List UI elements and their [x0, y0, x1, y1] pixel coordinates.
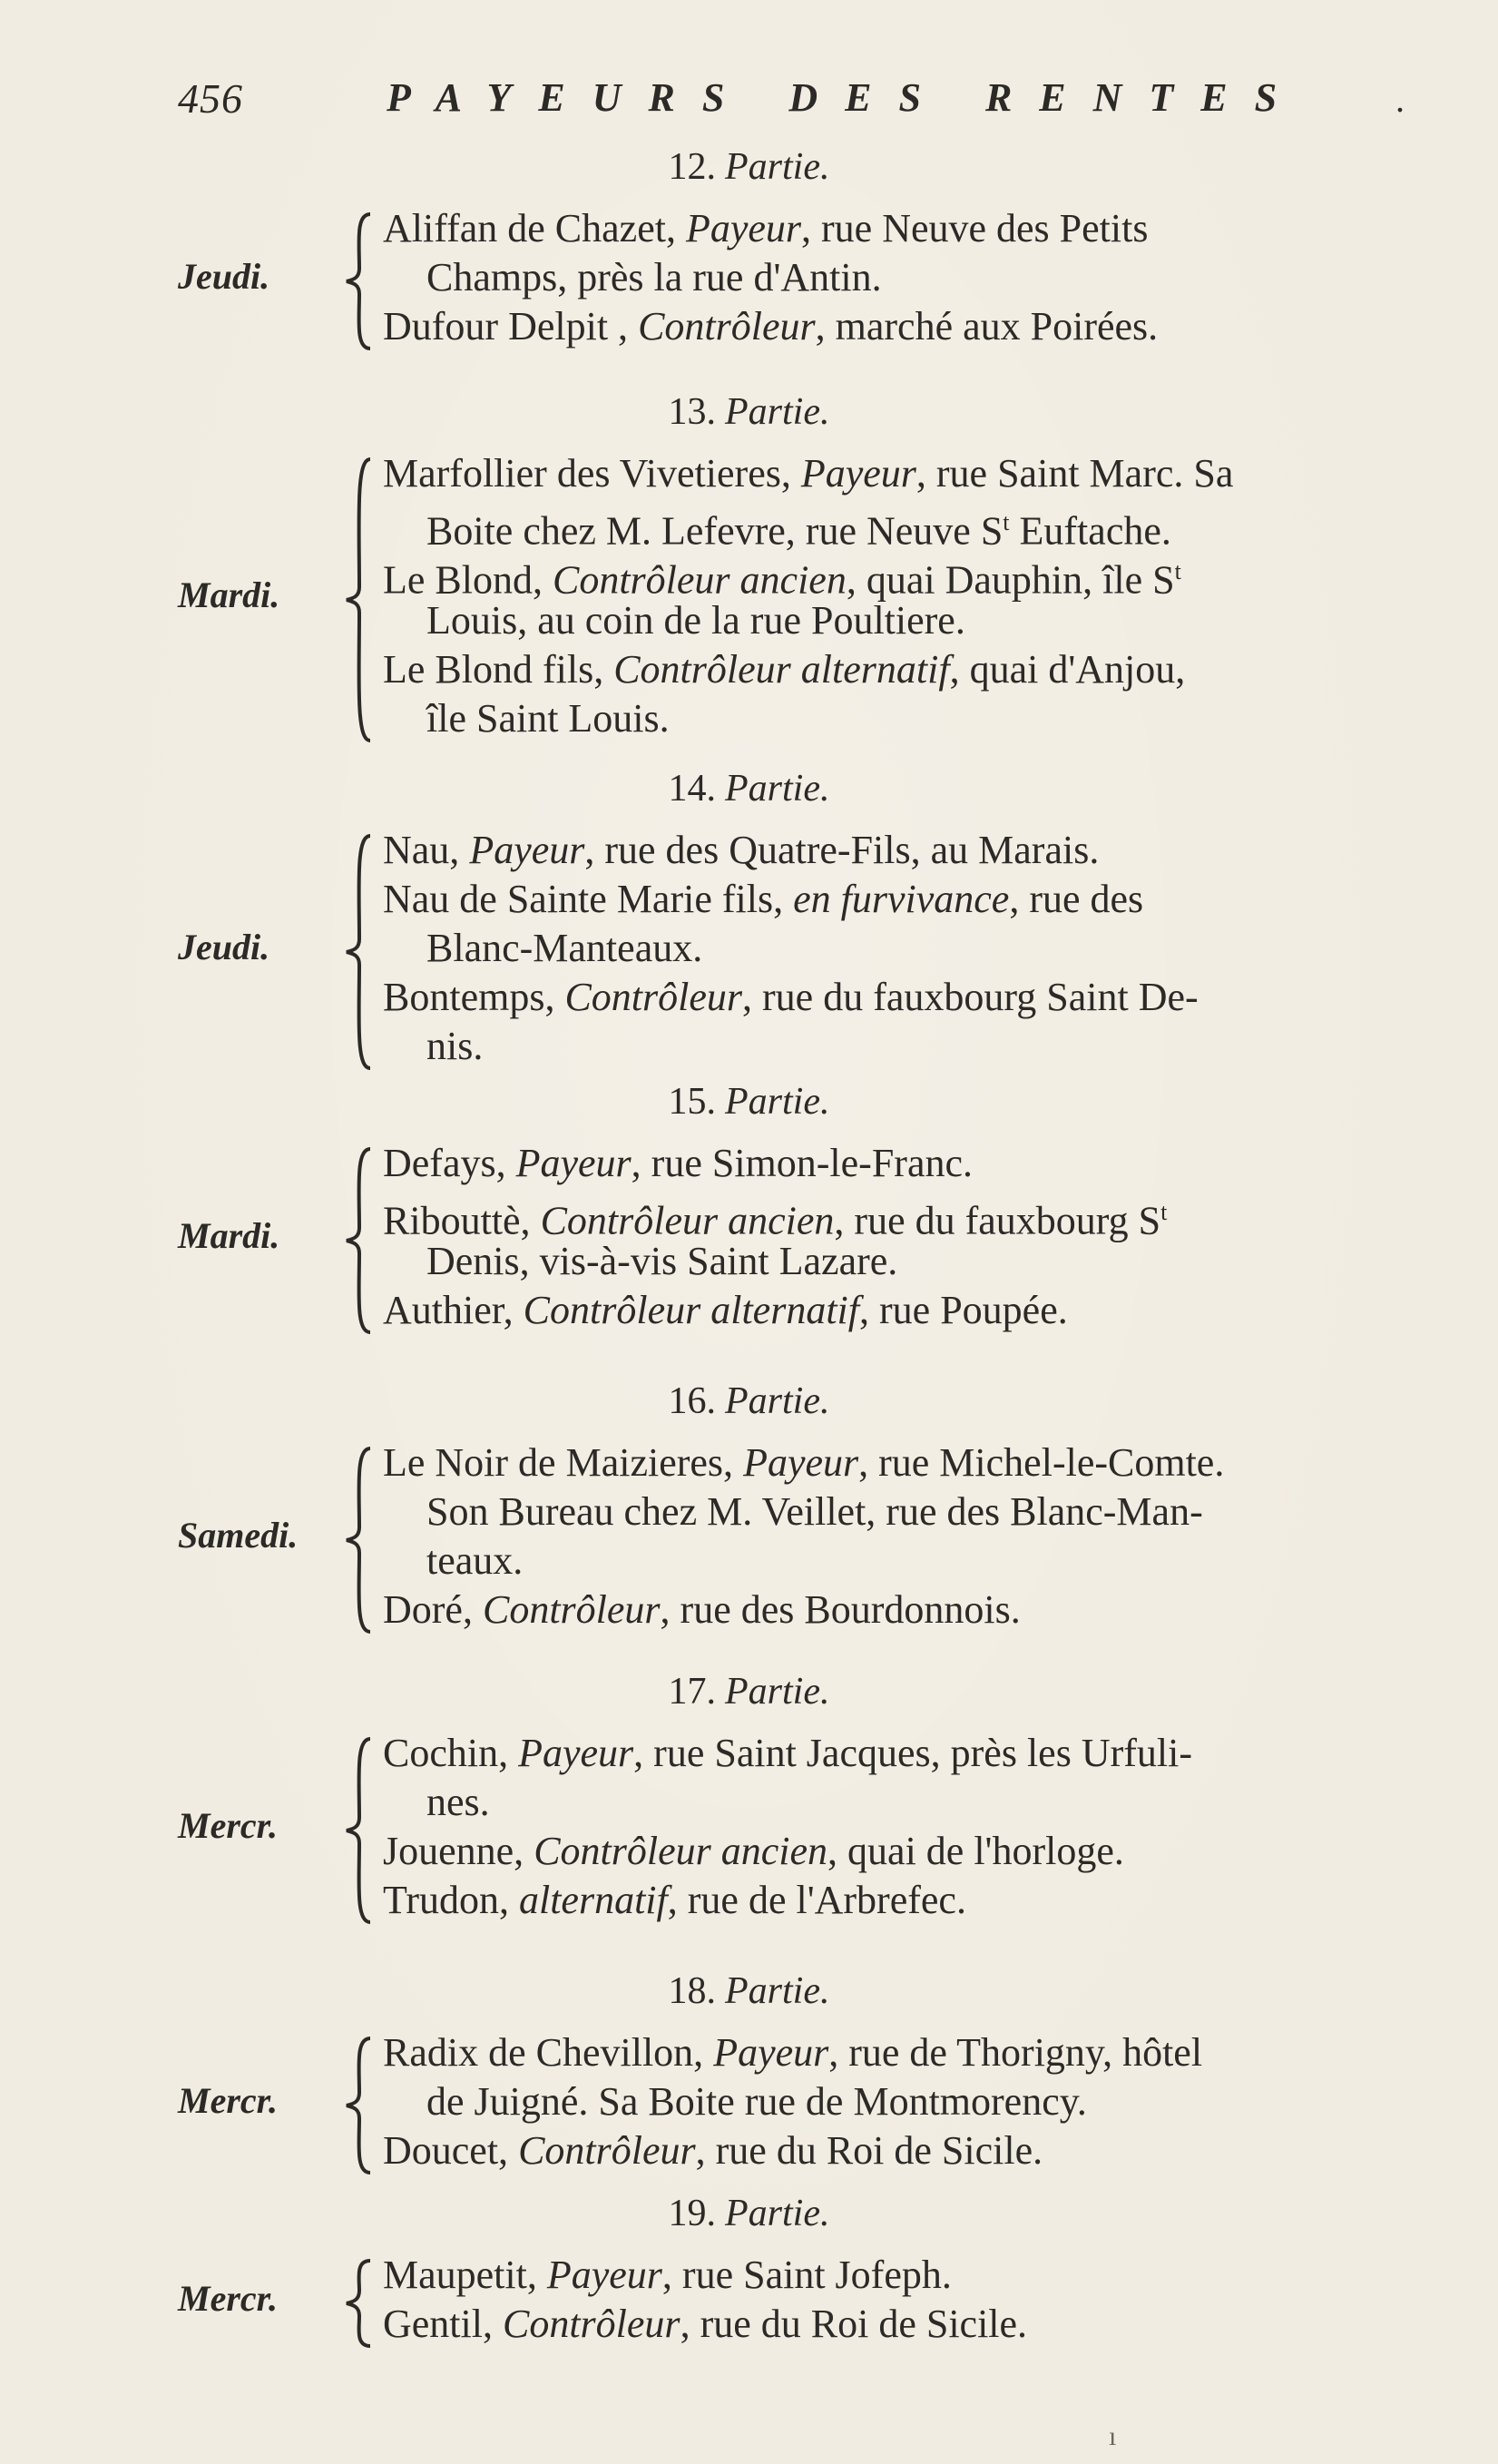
entry-text: Radix de Chevillon,	[383, 2030, 714, 2075]
partie-number: 15.	[668, 1081, 716, 1123]
curly-brace	[343, 1735, 376, 1926]
entry-text: nis.	[426, 1024, 484, 1068]
entry-text: , rue Poupée.	[859, 1288, 1068, 1332]
entry-line	[383, 2029, 1202, 2076]
entry-text: , rue Saint Marc. Sa	[915, 451, 1234, 496]
entry-line	[383, 2301, 1027, 2348]
entry-text: Jouenne,	[383, 1829, 534, 1873]
entry-role-italic: Contrôleur	[518, 2128, 696, 2173]
entry-text: , rue Michel-le-Comte.	[858, 1440, 1225, 1485]
entry-text: , rue Saint Jacques, près les Urfuli-	[633, 1731, 1192, 1775]
entry-block	[383, 827, 1472, 1072]
entry-text: teaux.	[426, 1538, 524, 1583]
entry-text: , rue des	[1009, 877, 1144, 921]
entry-text: Ribouttè,	[383, 1198, 541, 1243]
entry-line	[383, 205, 1148, 252]
entry-line	[383, 1140, 973, 1187]
entry-role-italic: Contrôleur alternatif	[613, 647, 950, 692]
curly-brace	[343, 456, 376, 744]
entry-text: Bontemps,	[383, 975, 565, 1019]
entry-role-italic: Contrôleur	[564, 975, 743, 1019]
entry-text: Authier,	[383, 1288, 524, 1332]
entry-text: , rue Neuve des Petits	[801, 206, 1149, 250]
entry-text: Louis, au coin de la rue Poultiere.	[426, 598, 965, 643]
entry-text: Cochin,	[383, 1731, 519, 1775]
entry-role-italic: Contrôleur	[638, 304, 816, 348]
entry-text: t	[1003, 509, 1010, 535]
running-title: PAYEURS DES RENTES	[387, 75, 1305, 120]
entry-text: Denis, vis-à-vis Saint Lazare.	[426, 1239, 898, 1283]
entry-text: , marché aux Poirées.	[815, 304, 1159, 348]
entry-block	[383, 450, 1472, 744]
entry-text: Nau,	[383, 828, 470, 872]
partie-heading	[0, 767, 1498, 810]
partie-heading	[0, 390, 1498, 434]
entry-line	[383, 450, 1233, 497]
entry-text: Trudon,	[383, 1878, 519, 1922]
entry-line	[383, 974, 1199, 1021]
curly-brace	[343, 1145, 376, 1336]
entry-role-italic: Contrôleur ancien	[534, 1829, 828, 1873]
entry-role-italic: Payeur	[743, 1440, 859, 1485]
partie-number: 13.	[668, 391, 716, 433]
entry-text: Dufour Delpit ,	[383, 304, 639, 348]
header-dot: .	[1395, 79, 1405, 120]
entry-block	[383, 2029, 1472, 2176]
entry-text: Blanc-Manteaux.	[426, 926, 703, 970]
entry-line	[426, 1238, 897, 1285]
partie-number: 19.	[668, 2193, 716, 2234]
entry-text: Le Blond fils,	[383, 647, 614, 692]
entry-text: Maupetit,	[383, 2253, 547, 2297]
weekday-label: Mercr.	[178, 2080, 278, 2121]
entry-line	[383, 827, 1099, 874]
entry-block	[383, 2252, 1472, 2350]
partie-number: 14.	[668, 768, 716, 810]
entry-text: Champs, près la rue d'Antin.	[426, 255, 882, 299]
entry-line	[426, 925, 702, 972]
entry-text: Doré,	[383, 1587, 483, 1632]
entry-line	[426, 254, 882, 301]
entry-text: , rue du fauxbourg Saint De-	[742, 975, 1199, 1019]
weekday-label: Mardi.	[178, 574, 280, 615]
entry-role-italic: Contrôleur ancien	[552, 557, 847, 603]
partie-word: Partie.	[725, 1970, 830, 2012]
entry-line	[383, 1287, 1068, 1334]
entry-line	[426, 1537, 523, 1585]
partie-word: Partie.	[725, 1671, 830, 1713]
entry-text: t	[1174, 558, 1181, 584]
entry-text: , quai de l'horloge.	[827, 1829, 1124, 1873]
entry-text: , rue du Roi de Sicile.	[695, 2128, 1043, 2173]
curly-brace	[343, 211, 376, 352]
curly-brace	[343, 832, 376, 1072]
entry-text: , rue du fauxbourg S	[834, 1198, 1161, 1243]
partie-word: Partie.	[725, 2193, 830, 2234]
partie-word: Partie.	[725, 768, 830, 810]
entry-line	[426, 1488, 1203, 1536]
entry-line	[383, 1828, 1124, 1875]
curly-brace	[343, 2035, 376, 2176]
partie-heading	[0, 145, 1498, 189]
entry-text: Euftache.	[1009, 508, 1171, 554]
entry-role-italic: alternatif	[518, 1878, 668, 1922]
entry-text: Le Noir de Maizieres,	[383, 1440, 744, 1485]
entry-line	[426, 499, 1171, 555]
entry-line	[383, 876, 1143, 923]
entry-line	[383, 1586, 1021, 1634]
entry-line	[383, 303, 1158, 350]
entry-line	[426, 695, 670, 742]
entry-text: Son Bureau chez M. Veillet, rue des Blanc-Man-	[426, 1489, 1203, 1534]
curly-brace	[343, 1445, 376, 1635]
weekday-label: Mercr.	[178, 2278, 278, 2319]
entry-text: t	[1160, 1199, 1168, 1225]
partie-number: 17.	[668, 1671, 716, 1713]
entry-text: Marfollier des Vivetieres,	[383, 451, 801, 496]
entry-role-italic: Payeur	[518, 1731, 634, 1775]
partie-word: Partie.	[725, 1380, 830, 1422]
entry-text: , rue Simon-le-Franc.	[631, 1141, 974, 1185]
entry-text: , rue des Quatre-Fils, au Marais.	[584, 828, 1100, 872]
partie-word: Partie.	[725, 391, 830, 433]
entry-block	[383, 1140, 1472, 1336]
entry-line	[383, 548, 1181, 604]
partie-heading	[0, 1670, 1498, 1713]
entry-block	[383, 205, 1472, 352]
entry-text: de Juigné. Sa Boite rue de Montmorency.	[426, 2079, 1087, 2124]
curly-brace	[343, 2257, 376, 2350]
partie-word: Partie.	[725, 1081, 830, 1123]
partie-number: 12.	[668, 146, 716, 188]
entry-text: Aliffan de Chazet,	[383, 206, 686, 250]
partie-heading	[0, 1080, 1498, 1124]
weekday-label: Jeudi.	[178, 927, 270, 967]
entry-role-italic: Payeur	[685, 206, 802, 250]
partie-number: 16.	[668, 1380, 716, 1422]
entry-text: , rue de Thorigny, hôtel	[828, 2030, 1203, 2075]
weekday-label: Mardi.	[178, 1215, 280, 1256]
entry-role-italic: Payeur	[546, 2253, 662, 2297]
partie-number: 18.	[668, 1970, 716, 2012]
page-header	[178, 74, 1466, 129]
entry-text: Gentil,	[383, 2302, 503, 2346]
entry-role-italic: Payeur	[515, 1141, 632, 1185]
partie-heading	[0, 1969, 1498, 2013]
entry-text: , rue Saint Jofeph.	[661, 2253, 952, 2297]
partie-word: Partie.	[725, 146, 830, 188]
entry-text: , rue du Roi de Sicile.	[680, 2302, 1028, 2346]
entry-text: Boite chez M. Lefevre, rue Neuve S	[426, 508, 1004, 554]
entry-line	[426, 1023, 483, 1070]
entry-line	[426, 1779, 490, 1826]
entry-line	[383, 1730, 1192, 1777]
entry-role-italic: Contrôleur	[482, 1587, 661, 1632]
entry-text: Nau de Sainte Marie fils,	[383, 877, 794, 921]
entry-role-italic: en furvivance	[793, 877, 1010, 921]
entry-block	[383, 1439, 1472, 1635]
entry-text: nes.	[426, 1780, 490, 1824]
entry-role-italic: Contrôleur	[502, 2302, 680, 2346]
entry-line	[383, 2127, 1043, 2174]
weekday-label: Mercr.	[178, 1805, 278, 1846]
entry-text: Le Blond,	[383, 557, 553, 603]
entry-line	[383, 1189, 1167, 1245]
entry-line	[383, 1877, 966, 1924]
entry-block	[383, 1730, 1472, 1926]
entry-text: , quai Dauphin, île S	[846, 557, 1175, 603]
entry-text: île Saint Louis.	[426, 696, 670, 741]
footer-mark: ı	[1109, 2421, 1117, 2451]
entry-role-italic: Payeur	[800, 451, 916, 496]
entry-role-italic: Payeur	[469, 828, 585, 872]
weekday-label: Jeudi.	[178, 256, 270, 297]
entry-text: Doucet,	[383, 2128, 519, 2173]
entry-role-italic: Contrôleur ancien	[540, 1198, 835, 1243]
partie-heading	[0, 2192, 1498, 2235]
entry-role-italic: Contrôleur alternatif	[523, 1288, 860, 1332]
entry-text: , rue de l'Arbrefec.	[667, 1878, 966, 1922]
entry-line	[383, 1439, 1224, 1487]
entry-text: , quai d'Anjou,	[949, 647, 1186, 692]
entry-line	[426, 2078, 1087, 2125]
weekday-label: Samedi.	[178, 1515, 299, 1556]
entry-text: , rue des Bourdonnois.	[660, 1587, 1021, 1632]
entry-line	[426, 597, 965, 644]
entry-role-italic: Payeur	[713, 2030, 829, 2075]
page-number: 456	[178, 75, 243, 122]
entry-line	[383, 646, 1185, 693]
entry-line	[383, 2252, 952, 2299]
entry-text: Defays,	[383, 1141, 516, 1185]
partie-heading	[0, 1379, 1498, 1423]
